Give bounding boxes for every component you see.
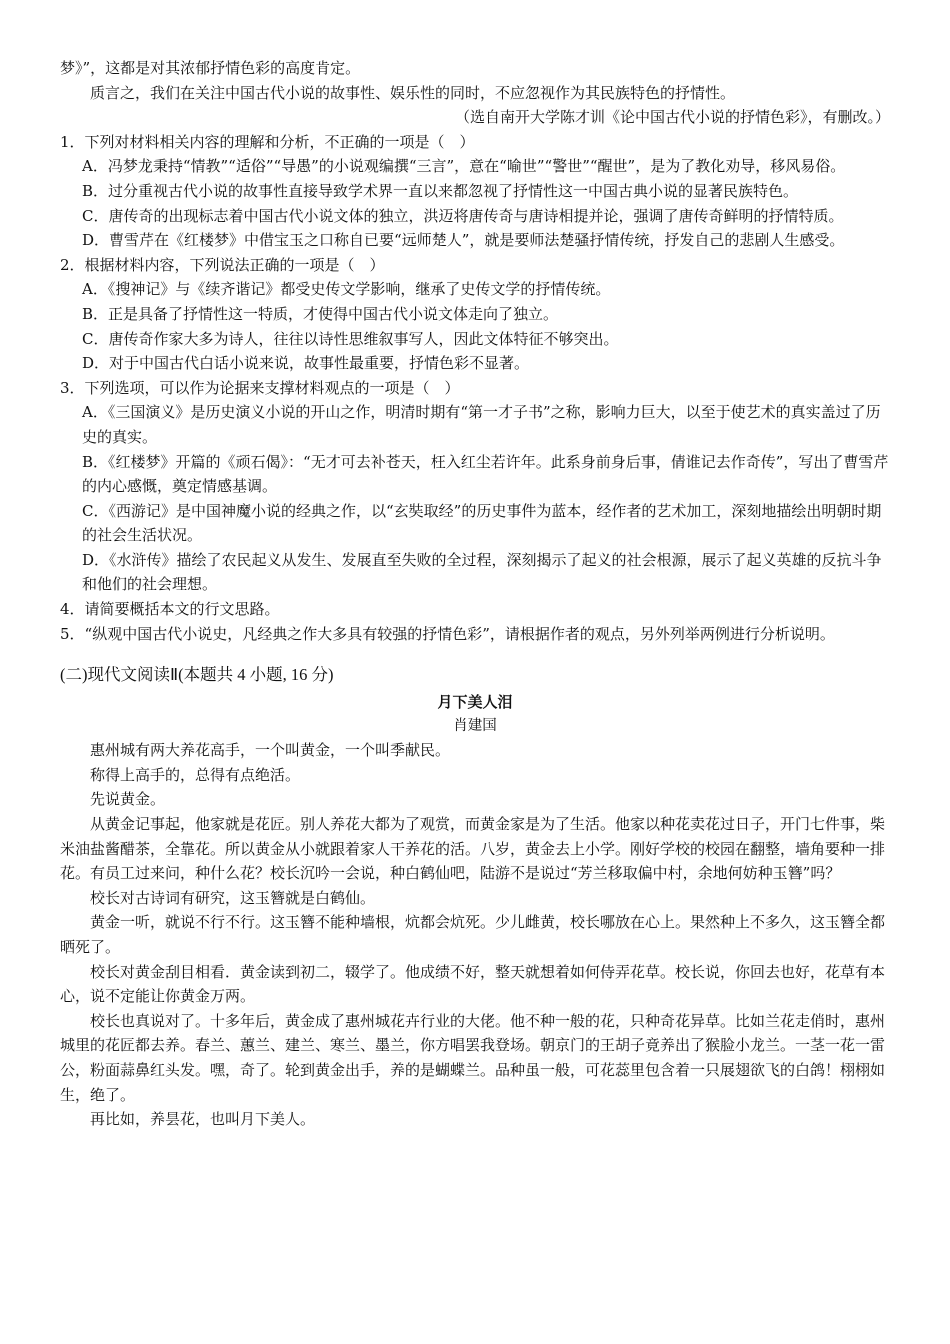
question-stem: 3．下列选项，可以作为论据来支撑材料观点的一项是（ ）	[60, 378, 460, 397]
option-c: C．《西游记》是中国神魔小说的经典之作，以“玄奘取经”的历史事件为蓝本，经作者的艺术加工，深刻地描绘出明朝时期的社会生活状况。	[82, 501, 882, 545]
intro-line-2: 质言之，我们在关注中国古代小说的故事性、娱乐性的同时，不应忽视作为其民族特色的抒情性。	[90, 83, 736, 102]
option-d: D．《水浒传》描绘了农民起义从发生、发展直至失败的全过程，深刻揭示了起义的社会根源，展示了起义英雄的反抗斗争和他们的社会理想。	[82, 550, 882, 594]
story-paragraph: 校长对古诗词有研究，这玉簪就是白鹤仙。	[90, 888, 376, 907]
story-paragraph: 再比如，养昙花，也叫月下美人。	[90, 1110, 316, 1129]
option-b: B．过分重视古代小说的故事性直接导致学术界一直以来都忽视了抒情性这一中国古典小说的显著民族特色。	[82, 181, 799, 200]
option-a: A．《三国演义》是历史演义小说的开山之作，明清时期有“第一才子书”之称，影响力巨大，以至于使艺术的真实盖过了历史的真实。	[82, 403, 881, 446]
story-paragraph: 黄金一听，就说不行不行。这玉簪不能种墙根，炕都会炕死。少儿雌黄，校长哪放在心上。果然种上不多久，这玉簪全都晒死了。	[60, 913, 886, 956]
question-stem: 4．请简要概括本文的行文思路。	[60, 600, 280, 619]
question-5	[60, 622, 890, 647]
question-stem: 2．根据材料内容，下列说法正确的一项是（ ）	[60, 255, 385, 274]
option-a: A．《搜神记》与《续齐谐记》都受史传文学影响，继承了史传文学的抒情传统。	[82, 280, 611, 299]
question-3	[60, 376, 890, 597]
story-paragraph: 先说黄金。	[90, 790, 166, 809]
option-a: A．冯梦龙秉持“情教”“适俗”“导愚”的小说观编撰“三言”，意在“喻世”“警世”“醒世”，是为了教化劝导，移风易俗。	[82, 157, 846, 176]
exam-page	[60, 56, 890, 1132]
story-paragraph: 校长对黄金刮目相看．黄金读到初二，辍学了。他成绩不好，整天就想着如何侍弄花草。校长说，你回去也好，花草有本心，说不定能让你黄金万两。	[60, 962, 886, 1006]
question-stem: 5．“纵观中国古代小说史，凡经典之作大多具有较强的抒情色彩”，请根据作者的观点，另外列举两例进行分析说明。	[60, 624, 835, 643]
story-body	[60, 738, 890, 1132]
story-paragraph: 惠州城有两大养花高手，一个叫黄金，一个叫季献民。	[90, 741, 451, 760]
intro-line-1: 梦》”，这都是对其浓郁抒情色彩的高度肯定。	[60, 59, 361, 77]
question-2	[60, 253, 890, 376]
source-citation: （选自南开大学陈才训《论中国古代小说的抒情色彩》，有删改。）	[454, 108, 890, 127]
story-paragraph: 称得上高手的，总得有点绝活。	[90, 765, 301, 784]
story-paragraph: 从黄金记事起，他家就是花匠。别人养花大都为了观赏，而黄金家是为了生活。他家以种花卖花过日子，开门七件事，柴米油盐酱醋茶，全靠花。所以黄金从小就跟着家人干养花的活。八岁，黄金去上小学。刚好学校的校园在翻整，墙角要种一排花。有员工过来问，种什么花？校长沉吟一会说，种白鹤仙吧，陆游不是说过“芳兰移取偏中村，余地何妨种玉簪”吗？	[60, 815, 886, 883]
option-b: B．《红楼梦》开篇的《顽石偈》：“无才可去补苍天，枉入红尘若许年。此系身前身后事，倩谁记去作奇传”，写出了曹雪芹的内心感慨，奠定情感基调。	[82, 452, 889, 496]
story-paragraph: 校长也真说对了。十多年后，黄金成了惠州城花卉行业的大佬。他不种一般的花，只种奇花异草。比如兰花走俏时，惠州城里的花匠都去养。春兰、蕙兰、建兰、寒兰、墨兰，你方唱罢我登场。朝京门的王胡子竟养出了猴脸小龙兰。一茎一花一雷公，粉面蒜鼻红头发。嘿，奇了。轮到黄金出手，养的是蝴蝶兰。品种虽一般，可花蕊里包含着一只展翅欲飞的白鸽！栩栩如生，绝了。	[60, 1011, 886, 1104]
section-heading: (二)现代文阅读Ⅱ(本题共 4 小题, 16 分)	[60, 665, 334, 685]
option-c: C．唐传奇的出现标志着中国古代小说文体的独立，洪迈将唐传奇与唐诗相提并论，强调了唐传奇鲜明的抒情特质。	[82, 206, 844, 225]
option-c: C．唐传奇作家大多为诗人，往往以诗性思维叙事写人，因此文体特征不够突出。	[82, 329, 619, 348]
question-stem: 1．下列对材料相关内容的理解和分析，不正确的一项是（ ）	[60, 132, 475, 151]
story-author: 肖建国	[453, 718, 497, 735]
option-d: D．曹雪芹在《红楼梦》中借宝玉之口称自已要“远师楚人”，就是要师法楚骚抒情传统，抒发自己的悲剧人生感受。	[82, 231, 845, 250]
option-d: D．对于中国古代白话小说来说，故事性最重要，抒情色彩不显著。	[82, 354, 530, 373]
question-1	[60, 130, 890, 253]
question-4	[60, 597, 890, 622]
option-b: B．正是具备了抒情性这一特质，才使得中国古代小说文体走向了独立。	[82, 304, 559, 323]
story-title: 月下美人泪	[437, 693, 513, 712]
